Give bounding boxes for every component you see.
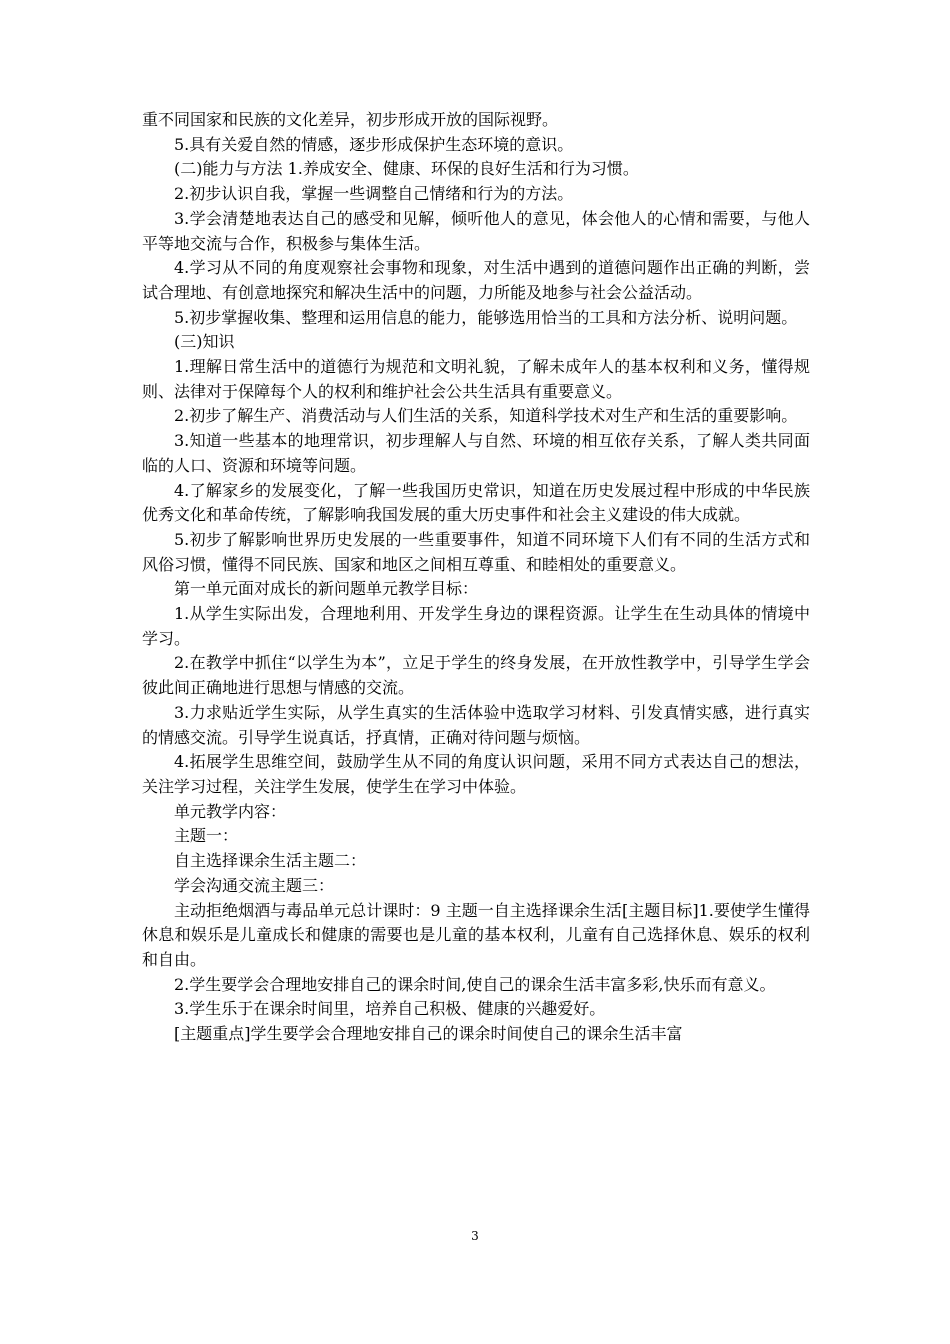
paragraph: 3.知道一些基本的地理常识，初步理解人与自然、环境的相互依存关系，了解人类共同面临的人口、资源和环境等问题。 (142, 431, 810, 475)
paragraph: 2.学生要学会合理地安排自己的课余时间,使自己的课余生活丰富多彩,快乐而有意义。 (174, 974, 776, 994)
section-heading: 单元教学内容： (174, 801, 287, 821)
paragraph: 3.学生乐于在课余时间里，培养自己积极、健康的兴趣爱好。 (174, 999, 606, 1019)
paragraph: 4.了解家乡的发展变化，了解一些我国历史常识，知道在历史发展过程中形成的中华民族优秀文化和革命传统，了解影响我国发展的重大历史事件和社会主义建设的伟大成就。 (142, 480, 810, 525)
paragraph: 主动拒绝烟酒与毒品单元总计课时：9 主题一自主选择课余生活[主题目标]1.要使学生懂得休息和娱乐是儿童成长和健康的需要也是儿童的基本权利，儿童有自己选择休息、娱乐的权利和自由。 (142, 900, 810, 969)
section-heading: 第一单元面对成长的新问题单元教学目标： (174, 579, 479, 599)
paragraph: 5.具有关爱自然的情感，逐步形成保护生态环境的意识。 (174, 134, 574, 154)
paragraph: 主题一： (174, 826, 239, 846)
paragraph: [主题重点]学生要学会合理地安排自己的课余时间使自己的课余生活丰富 (174, 1024, 683, 1044)
paragraph: 2.初步认识自我，掌握一些调整自己情绪和行为的方法。 (174, 184, 574, 204)
paragraph: 学会沟通交流主题三： (174, 875, 335, 895)
page-number: 3 (471, 1229, 479, 1243)
paragraph: 1.理解日常生活中的道德行为规范和文明礼貌，了解未成年人的基本权利和义务，懂得规则、法律对于保障每个人的权利和维护社会公共生活具有重要意义。 (142, 357, 810, 401)
paragraph: 3.力求贴近学生实际，从学生真实的生活体验中选取学习材料、引发真情实感，进行真实的情感交流。引导学生说真话，抒真情，正确对待问题与烦恼。 (142, 702, 810, 747)
document-body (142, 108, 810, 1047)
section-heading: (三)知识 (174, 332, 235, 352)
paragraph: 2.初步了解生产、消费活动与人们生活的关系，知道科学技术对生产和生活的重要影响。 (174, 406, 798, 426)
paragraph: 重不同国家和民族的文化差异，初步形成开放的国际视野。 (142, 110, 559, 129)
paragraph: 2.在教学中抓住“以学生为本”，立足于学生的终身发展，在开放性教学中，引导学生学会彼此间正确地进行思想与情感的交流。 (142, 653, 810, 698)
paragraph: 自主选择课余生活主题二： (174, 851, 367, 871)
paragraph: 5.初步了解影响世界历史发展的一些重要事件，知道不同环境下人们有不同的生活方式和风俗习惯，懂得不同民族、国家和地区之间相互尊重、和睦相处的重要意义。 (142, 529, 810, 574)
paragraph: 4.拓展学生思维空间，鼓励学生从不同的角度认识问题，采用不同方式表达自己的想法，关注学习过程，关注学生发展，使学生在学习中体验。 (142, 752, 810, 796)
paragraph: 3.学会清楚地表达自己的感受和见解，倾听他人的意见，体会他人的心情和需要，与他人平等地交流与合作，积极参与集体生活。 (142, 208, 810, 253)
paragraph: (二)能力与方法 1.养成安全、健康、环保的良好生活和行为习惯。 (174, 159, 639, 179)
paragraph: 1.从学生实际出发，合理地利用、开发学生身边的课程资源。让学生在生动具体的情境中学习。 (142, 604, 810, 648)
paragraph: 4.学习从不同的角度观察社会事物和现象，对生活中遇到的道德问题作出正确的判断，尝试合理地、有创意地探究和解决生活中的问题，力所能及地参与社会公益活动。 (142, 258, 810, 302)
paragraph: 5.初步掌握收集、整理和运用信息的能力，能够选用恰当的工具和方法分析、说明问题。 (174, 307, 798, 327)
